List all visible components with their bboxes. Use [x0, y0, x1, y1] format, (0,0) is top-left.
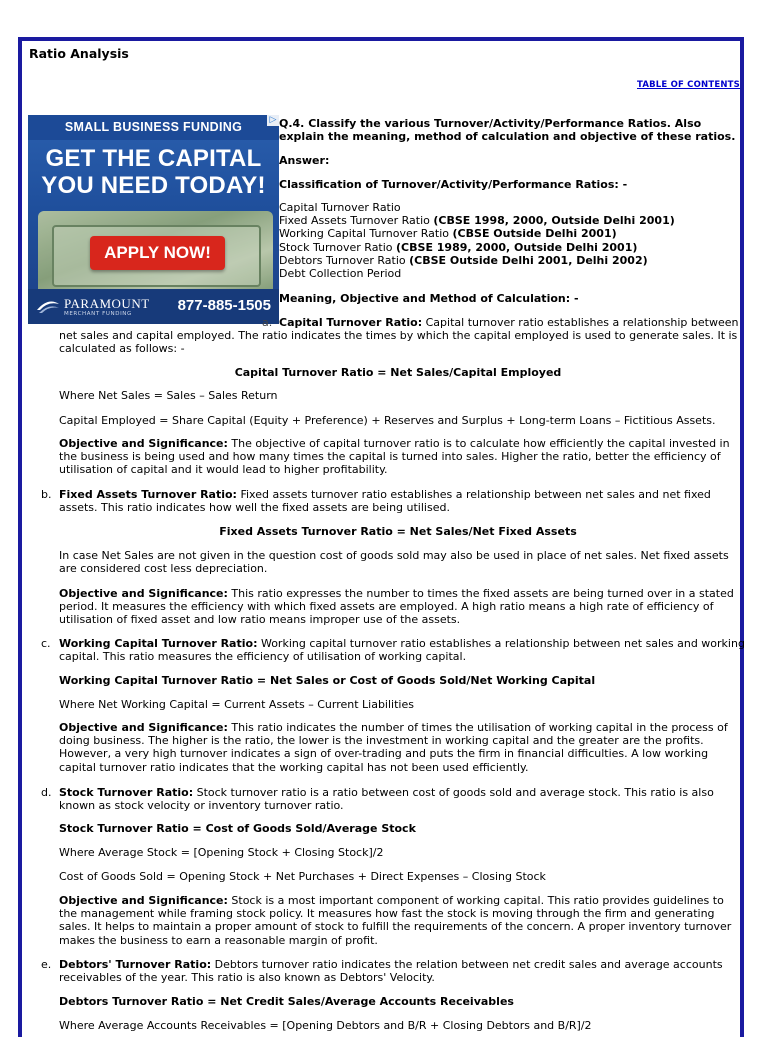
item-a-where-2: Capital Employed = Share Capital (Equity + Preference) + Reserves and Surplus + Long-term Loans – Fictitious Assets. — [59, 414, 716, 427]
item-a-marker: a. — [262, 316, 273, 329]
item-d-where-1: Where Average Stock = [Opening Stock + Closing Stock]/2 — [59, 846, 384, 859]
item-c-objective: Objective and Significance: This ratio indicates the number of times the utilisation of working capital in the process of doing business. The higher is the ratio, the lower is the investment in working capital and the greater are the profits. However, a very high turnover indicates a sign of over-trading and puts the firm in financial difficulties. A low working capital turnover ratio indicates that the working capital has not been used efficiently. — [59, 721, 728, 774]
item-a-formula: Capital Turnover Ratio = Net Sales/Capital Employed — [234, 366, 562, 379]
ad-phone-number: 877-885-1505 — [177, 297, 271, 314]
paramount-logo-icon — [36, 295, 60, 315]
question-line-2: explain the meaning, method of calculation and objective of these ratios. — [279, 130, 736, 143]
ad-brand-subtitle: MERCHANT FUNDING — [64, 311, 132, 317]
item-e-marker: e. — [41, 958, 52, 971]
item-c-marker: c. — [41, 637, 51, 650]
item-d-objective: Objective and Significance: Stock is a most important component of working capital. This ratio provides guidelines to the management while framing stock policy. It measures how fast the stock is moving through the firm and generating sales. It helps to maintain a proper amount of stock to fulfill the requirements of the concern. A proper inventory turnover makes the business to earn a reasonable margin of profit. — [59, 894, 732, 947]
item-e-formula: Debtors Turnover Ratio = Net Credit Sales/Average Accounts Receivables — [59, 995, 514, 1008]
item-d-where-2: Cost of Goods Sold = Opening Stock + Net Purchases + Direct Expenses – Closing Stock — [59, 870, 546, 883]
item-b-note: In case Net Sales are not given in the question cost of goods sold may also be used in place of net sales. Net fixed assets are considered cost less depreciation. — [59, 549, 729, 576]
ad-headline — [28, 145, 279, 199]
list-item: Capital Turnover Ratio — [279, 201, 401, 214]
classification-heading: Classification of Turnover/Activity/Performance Ratios: - — [279, 178, 628, 191]
item-e-where: Where Average Accounts Receivables = [Opening Debtors and B/R + Closing Debtors and B/R]/2 — [59, 1019, 592, 1032]
item-b-marker: b. — [41, 488, 52, 501]
ad-choices-icon[interactable]: ▷ — [267, 115, 279, 126]
item-a-first-line: Capital Turnover Ratio: Capital turnover ratio establishes a relationship between — [279, 316, 739, 329]
question-line-1: Q.4. Classify the various Turnover/Activity/Performance Ratios. Also — [279, 117, 702, 130]
item-a-text: net sales and capital employed. The ratio indicates the times by which the capital employed is used to generate sales. It is calculated as follows: - — [59, 329, 738, 356]
list-item: Debtors Turnover Ratio (CBSE Outside Delhi 2001, Delhi 2002) — [279, 253, 648, 267]
item-d-formula: Stock Turnover Ratio = Cost of Goods Sold/Average Stock — [59, 822, 416, 835]
list-item: Fixed Assets Turnover Ratio (CBSE 1998, 2000, Outside Delhi 2001) — [279, 214, 675, 228]
ad-footer — [28, 289, 279, 324]
meaning-heading: Meaning, Objective and Method of Calculation: - — [279, 292, 579, 305]
list-item: Debt Collection Period — [279, 267, 402, 281]
ad-headline-line-1: GET THE CAPITAL — [45, 145, 262, 172]
item-e-text: Debtors' Turnover Ratio: Debtors turnover ratio indicates the relation between net credit sales and average accounts receivables of the year. This ratio is also known as Debtors' Velocity. — [59, 958, 723, 985]
advertisement-banner[interactable] — [28, 115, 279, 324]
item-d-marker: d. — [41, 786, 52, 799]
ad-brand-name: PARAMOUNT — [64, 296, 150, 311]
item-c-text: Working Capital Turnover Ratio: Working capital turnover ratio establishes a relationship between net sales and working capital. This ratio measures the efficiency of utilisation of working capital. — [59, 637, 745, 664]
item-c-where: Where Net Working Capital = Current Assets – Current Liabilities — [59, 698, 414, 711]
apply-now-button[interactable]: APPLY NOW! — [90, 236, 225, 270]
item-c-formula: Working Capital Turnover Ratio = Net Sales or Cost of Goods Sold/Net Working Capital — [59, 674, 596, 687]
classification-list — [279, 201, 675, 280]
item-d-text: Stock Turnover Ratio: Stock turnover ratio is a ratio between cost of goods sold and average stock. This ratio is also known as stock velocity or inventory turnover ratio. — [59, 786, 714, 813]
page-title: Ratio Analysis — [29, 46, 129, 61]
item-a-where-1: Where Net Sales = Sales – Sales Return — [59, 389, 278, 402]
list-item: Stock Turnover Ratio (CBSE 1989, 2000, Outside Delhi 2001) — [279, 240, 638, 254]
ad-headline-line-2: YOU NEED TODAY! — [41, 172, 266, 199]
list-item: Working Capital Turnover Ratio (CBSE Outside Delhi 2001) — [279, 227, 617, 241]
table-of-contents-link[interactable]: TABLE OF CONTENTS — [637, 80, 740, 90]
item-b-text: Fixed Assets Turnover Ratio: Fixed assets turnover ratio establishes a relationship between net sales and net fixed assets. This ratio indicates how well the fixed assets are being utilised. — [59, 488, 711, 515]
ad-top-line: SMALL BUSINESS FUNDING — [28, 115, 279, 140]
item-b-objective: Objective and Significance: This ratio expresses the number to times the fixed assets are being turned over in a stated period. It measures the efficiency with which fixed assets are employed. A high ratio means a high rate of efficiency of utilisation of fixed asset and low ratio means improper use of the assets. — [59, 587, 734, 627]
answer-label: Answer: — [279, 154, 330, 167]
item-a-objective: Objective and Significance: The objective of capital turnover ratio is to calculate how efficiently the capital invested in the business is being used and how many times the capital is turned into sales. Higher the ratio, better the efficiency of utilisation of capital and it would lead to higher profitability. — [59, 437, 730, 477]
item-b-formula: Fixed Assets Turnover Ratio = Net Sales/Net Fixed Assets — [219, 525, 577, 538]
